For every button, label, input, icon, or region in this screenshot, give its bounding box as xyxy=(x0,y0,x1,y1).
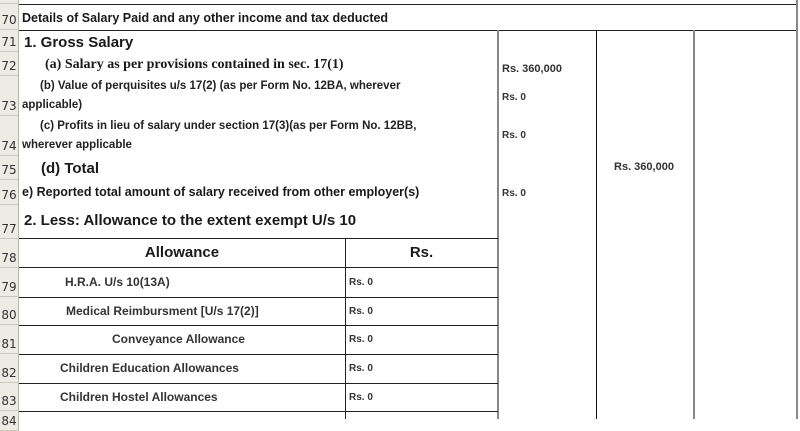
other-employer-value[interactable]: Rs. 0 xyxy=(502,188,526,199)
allowance-item-label[interactable]: Children Hostel Allowances xyxy=(60,390,218,404)
row-header-82[interactable]: 82 xyxy=(0,354,19,383)
perquisites-value[interactable]: Rs. 0 xyxy=(502,92,526,103)
total-value[interactable]: Rs. 360,000 xyxy=(614,161,674,173)
allowance-item-value[interactable]: Rs. 0 xyxy=(349,306,373,317)
allowance-item-label[interactable]: Children Education Allowances xyxy=(60,361,239,375)
allowance-row-border xyxy=(19,325,498,326)
row-header-80[interactable]: 80 xyxy=(0,297,19,325)
allowance-row-border xyxy=(19,354,498,355)
border-top xyxy=(19,4,796,5)
border-right-outer xyxy=(796,0,798,419)
salary-17-1-label[interactable]: (a) Salary as per provisions contained in sec. 17(1) xyxy=(45,57,344,72)
allowance-item-value[interactable]: Rs. 0 xyxy=(349,363,373,374)
row-header-76[interactable]: 76 xyxy=(0,180,19,205)
other-employer-label[interactable]: e) Reported total amount of salary received from other employer(s) xyxy=(22,185,420,199)
profits-label-line2[interactable]: wherever applicable xyxy=(22,139,132,151)
salary-17-1-value[interactable]: Rs. 360,000 xyxy=(502,63,562,75)
row-header-79[interactable]: 79 xyxy=(0,268,19,297)
gross-salary-heading[interactable]: 1. Gross Salary xyxy=(24,34,134,51)
allowance-item-label[interactable]: Medical Reimbursment [U/s 17(2)] xyxy=(66,304,259,318)
allowance-item-label[interactable]: Conveyance Allowance xyxy=(112,332,245,346)
row-header-75[interactable]: 75 xyxy=(0,156,19,180)
allowance-section-heading[interactable]: 2. Less: Allowance to the extent exempt U/s 10 xyxy=(24,212,357,229)
allowance-item-label[interactable]: H.R.A. U/s 10(13A) xyxy=(65,275,170,289)
allowance-row-border xyxy=(19,383,498,384)
total-label[interactable]: (d) Total xyxy=(41,160,100,177)
row-header-78[interactable]: 78 xyxy=(0,239,19,268)
row-header-71[interactable]: 71 xyxy=(0,30,19,52)
row-header-77[interactable]: 77 xyxy=(0,205,19,239)
allowance-table-top xyxy=(19,238,498,239)
perquisites-label-line2[interactable]: applicable) xyxy=(22,99,83,111)
perquisites-label-line1[interactable]: (b) Value of perquisites u/s 17(2) (as per Form No. 12BA, wherever xyxy=(40,80,401,92)
allowance-row-border xyxy=(19,411,498,412)
amount-col-header: Rs. xyxy=(409,244,434,261)
allowance-item-value[interactable]: Rs. 0 xyxy=(349,277,373,288)
allowance-col-divider xyxy=(345,238,346,419)
section-title[interactable]: Details of Salary Paid and any other income and tax deducted xyxy=(22,11,389,25)
row-header-70[interactable]: 70 xyxy=(0,4,19,30)
row-header-73[interactable]: 73 xyxy=(0,76,19,116)
row-header-74[interactable]: 74 xyxy=(0,116,19,156)
allowance-item-value[interactable]: Rs. 0 xyxy=(349,392,373,403)
allowance-row-border xyxy=(19,297,498,298)
col-border-2 xyxy=(596,30,597,419)
row-header-72[interactable]: 72 xyxy=(0,52,19,76)
allowance-col-header: Allowance xyxy=(144,244,220,261)
col-border-3 xyxy=(693,30,695,419)
profits-label-line1[interactable]: (c) Profits in lieu of salary under section 17(3)(as per Form No. 12BB, xyxy=(40,120,417,132)
allowance-item-value[interactable]: Rs. 0 xyxy=(349,334,373,345)
profits-value[interactable]: Rs. 0 xyxy=(502,130,526,141)
border-row70-bottom xyxy=(19,30,796,31)
row-header-84[interactable]: 84 xyxy=(0,411,19,431)
row-header-83[interactable]: 83 xyxy=(0,383,19,411)
row-header-81[interactable]: 81 xyxy=(0,325,19,354)
col-border-1 xyxy=(497,30,499,419)
allowance-header-bottom xyxy=(19,267,498,268)
